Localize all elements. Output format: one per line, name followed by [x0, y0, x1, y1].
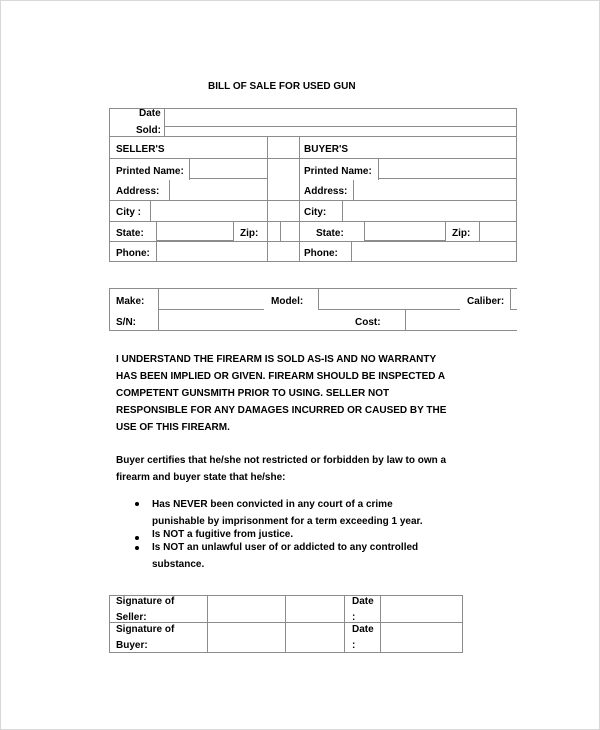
seller-zip-label: Zip: [240, 228, 259, 239]
seller-state-field[interactable] [158, 223, 232, 239]
bullet-icon [135, 502, 139, 506]
buyer-printed-name-field[interactable] [380, 161, 515, 177]
buyer-date-colon: : [352, 640, 356, 651]
warning-line: COMPETENT GUNSMITH PRIOR TO USING. SELLER NOT [116, 388, 390, 399]
seller-city-label: City : [116, 207, 141, 218]
warning-line: RESPONSIBLE FOR ANY DAMAGES INCURRED OR CAUSED BY THE [116, 405, 447, 416]
buyer-date-field[interactable] [382, 625, 461, 651]
date-label: Date [139, 108, 161, 119]
buyer-address-label: Address: [304, 186, 348, 197]
buyer-signature-label-2: Buyer: [116, 640, 148, 651]
date-sold-field[interactable] [166, 111, 514, 127]
buyer-phone-label: Phone: [304, 248, 338, 259]
certification-line: Buyer certifies that he/she not restricted or forbidden by law to own a [116, 455, 447, 466]
buyer-certification [116, 452, 446, 486]
seller-date-field[interactable] [382, 597, 461, 621]
buyer-phone-field[interactable] [353, 243, 515, 259]
sold-label: Sold: [136, 125, 161, 136]
as-is-warning [116, 351, 446, 436]
make-field[interactable] [160, 290, 263, 306]
buyer-city-field[interactable] [344, 203, 515, 219]
seller-phone-label: Phone: [116, 248, 150, 259]
buyer-zip-label: Zip: [452, 228, 471, 239]
buyer-city-label: City: [304, 207, 327, 218]
model-label: Model: [271, 296, 304, 307]
make-label: Make: [116, 296, 145, 307]
seller-date-colon: : [352, 612, 356, 623]
seller-printed-name-label: Printed Name: [116, 166, 184, 177]
buyer-state-label: State: [316, 228, 344, 239]
cost-label: Cost: [355, 317, 381, 328]
seller-signature-field[interactable] [209, 597, 343, 621]
list-item: Is NOT a fugitive from justice. [152, 529, 294, 540]
seller-heading: SELLER'S [116, 144, 165, 155]
seller-city-field[interactable] [152, 203, 266, 219]
bullet-icon [135, 546, 139, 550]
document-title: BILL OF SALE FOR USED GUN [208, 81, 356, 92]
seller-address-label: Address: [116, 186, 160, 197]
caliber-label: Caliber: [467, 296, 505, 307]
seller-printed-name-field[interactable] [191, 161, 266, 177]
buyer-date-label: Date [352, 624, 374, 635]
caliber-field[interactable] [511, 290, 516, 306]
buyer-heading: BUYER'S [304, 144, 349, 155]
serial-number-label: S/N: [116, 317, 136, 328]
certification-line: firearm and buyer state that he/she: [116, 472, 286, 483]
buyer-zip-field[interactable] [481, 223, 515, 239]
seller-signature-label-2: Seller: [116, 612, 147, 623]
seller-date-label: Date [352, 596, 374, 607]
buyer-signature-label-1: Signature of [116, 624, 175, 635]
serial-number-field[interactable] [160, 312, 348, 328]
seller-address-field[interactable] [171, 182, 266, 198]
cost-field[interactable] [407, 312, 515, 328]
bullet-icon [135, 536, 139, 540]
buyer-state-field[interactable] [366, 223, 444, 239]
buyer-address-field[interactable] [355, 182, 515, 198]
seller-state-label: State: [116, 228, 144, 239]
warning-line: HAS BEEN IMPLIED OR GIVEN. FIREARM SHOULD BE INSPECTED A [116, 371, 446, 382]
buyer-printed-name-label: Printed Name: [304, 166, 372, 177]
list-item: Has NEVER been convicted in any court of a crime punishable by imprisonment for a term exceeding 1 year. [152, 499, 423, 527]
list-item: Is NOT an unlawful user of or addicted to any controlled substance. [152, 542, 419, 570]
seller-zip-field[interactable] [269, 223, 279, 239]
model-field[interactable] [320, 290, 459, 306]
buyer-signature-field[interactable] [209, 625, 343, 651]
warning-line: I UNDERSTAND THE FIREARM IS SOLD AS-IS AND NO WARRANTY [116, 354, 437, 365]
seller-phone-field[interactable] [158, 243, 266, 259]
warning-line: USE OF THIS FIREARM. [116, 422, 230, 433]
seller-signature-label-1: Signature of [116, 596, 175, 607]
